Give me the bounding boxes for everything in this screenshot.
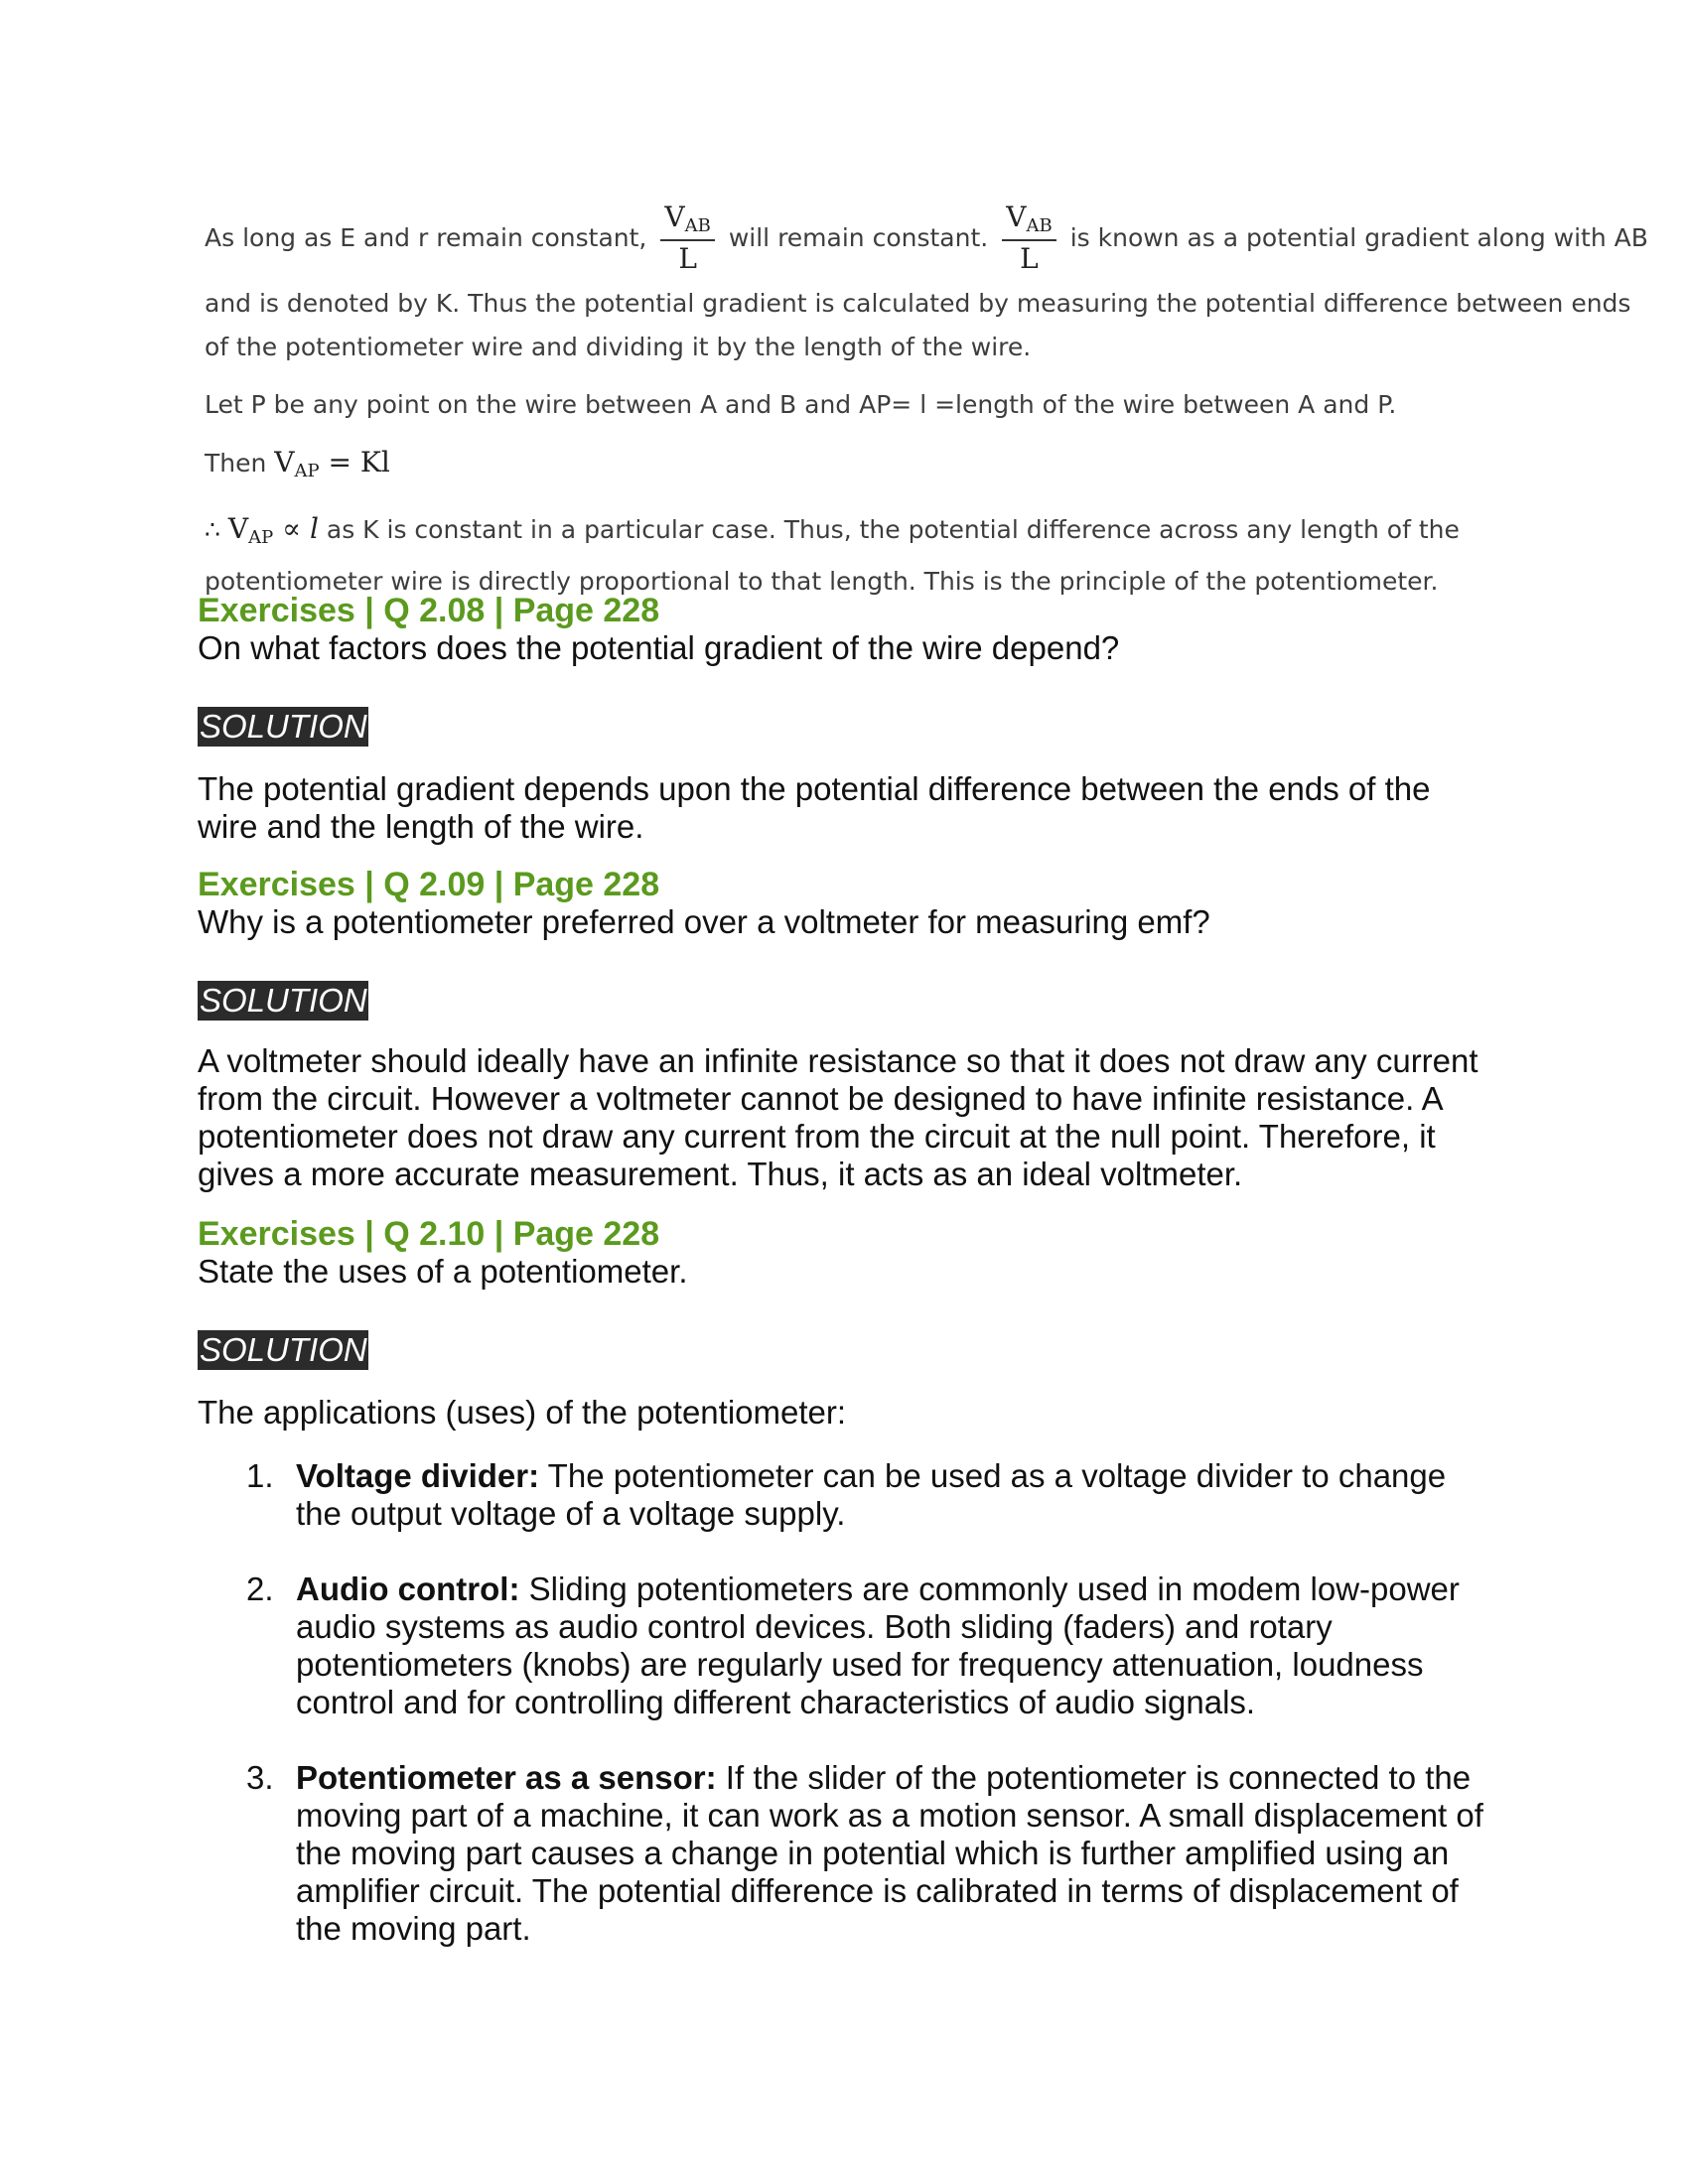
solution-badge-2-10 (198, 1330, 1488, 1375)
list-item: 1. Voltage divider: The potentiometer can be used as a voltage divider to change the output voltage of a voltage supply. (246, 1457, 1447, 1532)
fraction-vab-over-l-2: $\frac{V_{AB}}{L}$ (1002, 204, 1055, 273)
solution-badge: SOLUTION (200, 708, 367, 745)
exercise-heading: Exercises | Q 2.08 | Page 228 (198, 592, 660, 629)
solution-2-10 (198, 1394, 1488, 1432)
intro-text-1: As long as E and r remain constant, (205, 223, 647, 252)
intro-equation-vap: Then $V_{AP} = Kl$ (205, 446, 390, 481)
intro-paragraph-gradient: and is denoted by K. Thus the potential gradient is calculated by measuring the potential difference between ends of the potentiometer wire and dividing it by the length of the wire. (205, 289, 1631, 361)
solution-text: The applications (uses) of the potentiometer: (198, 1394, 847, 1431)
solution-2-08 (198, 770, 1488, 846)
list-item: 3. Potentiometer as a sensor: If the slider of the potentiometer is connected to the moving part of a machine, it can work as a motion sensor. A small displacement of the moving part causes a change in potential which is further amplified using an amplifier circuit. The potential difference is calibrated in terms of displacement of the moving part. (246, 1759, 1483, 1947)
solution-2-09 (198, 1042, 1488, 1193)
uses-list (246, 1457, 1497, 1985)
exercise-2-08 (198, 592, 1488, 667)
exercise-question: Why is a potentiometer preferred over a voltmeter for measuring emf? (198, 903, 1210, 940)
intro-principle: ∴ $V_{AP} \propto l$ as K is constant in a particular case. Thus, the potential difference across any length of the potentiometer wire is directly proportional to that length. This is the principle of the potentiometer. (205, 512, 1460, 596)
solution-badge-2-08 (198, 707, 1488, 751)
intro-text-3: is known as a potential gradient along with AB (1069, 223, 1648, 252)
exercise-question: On what factors does the potential gradient of the wire depend? (198, 629, 1120, 666)
exercise-heading: Exercises | Q 2.10 | Page 228 (198, 1215, 660, 1253)
solution-text: The potential gradient depends upon the potential difference between the ends of the wire and the length of the wire. (198, 770, 1431, 845)
exercise-heading: Exercises | Q 2.09 | Page 228 (198, 866, 660, 903)
intro-line-1 (205, 197, 1648, 280)
intro-point-p: Let P be any point on the wire between A and B and AP= l =length of the wire between A and P. (205, 390, 1397, 419)
solution-badge: SOLUTION (200, 982, 367, 1019)
exercise-question: State the uses of a potentiometer. (198, 1253, 688, 1290)
exercise-2-09 (198, 866, 1488, 941)
solution-text: A voltmeter should ideally have an infinite resistance so that it does not draw any current from the circuit. However a voltmeter cannot be designed to have infinite resistance. A potentiometer does not draw any current from the circuit at the null point. Therefore, it gives a more accurate measurement. Thus, it acts as an ideal voltmeter. (198, 1042, 1478, 1192)
intro-block (205, 197, 1648, 604)
exercise-2-10 (198, 1215, 1488, 1291)
solution-badge: SOLUTION (200, 1331, 367, 1368)
solution-badge-2-09 (198, 981, 1488, 1025)
fraction-vab-over-l-1: $\frac{V_{AB}}{L}$ (660, 204, 714, 273)
intro-text-2: will remain constant. (728, 223, 989, 252)
list-item: 2. Audio control: Sliding potentiometers are commonly used in modem low-power audio systems as audio control devices. Both sliding (faders) and rotary potentiometers (knobs) are regularly used for frequency attenuation, loudness control and for controlling different characteristics of audio signals. (246, 1570, 1460, 1720)
